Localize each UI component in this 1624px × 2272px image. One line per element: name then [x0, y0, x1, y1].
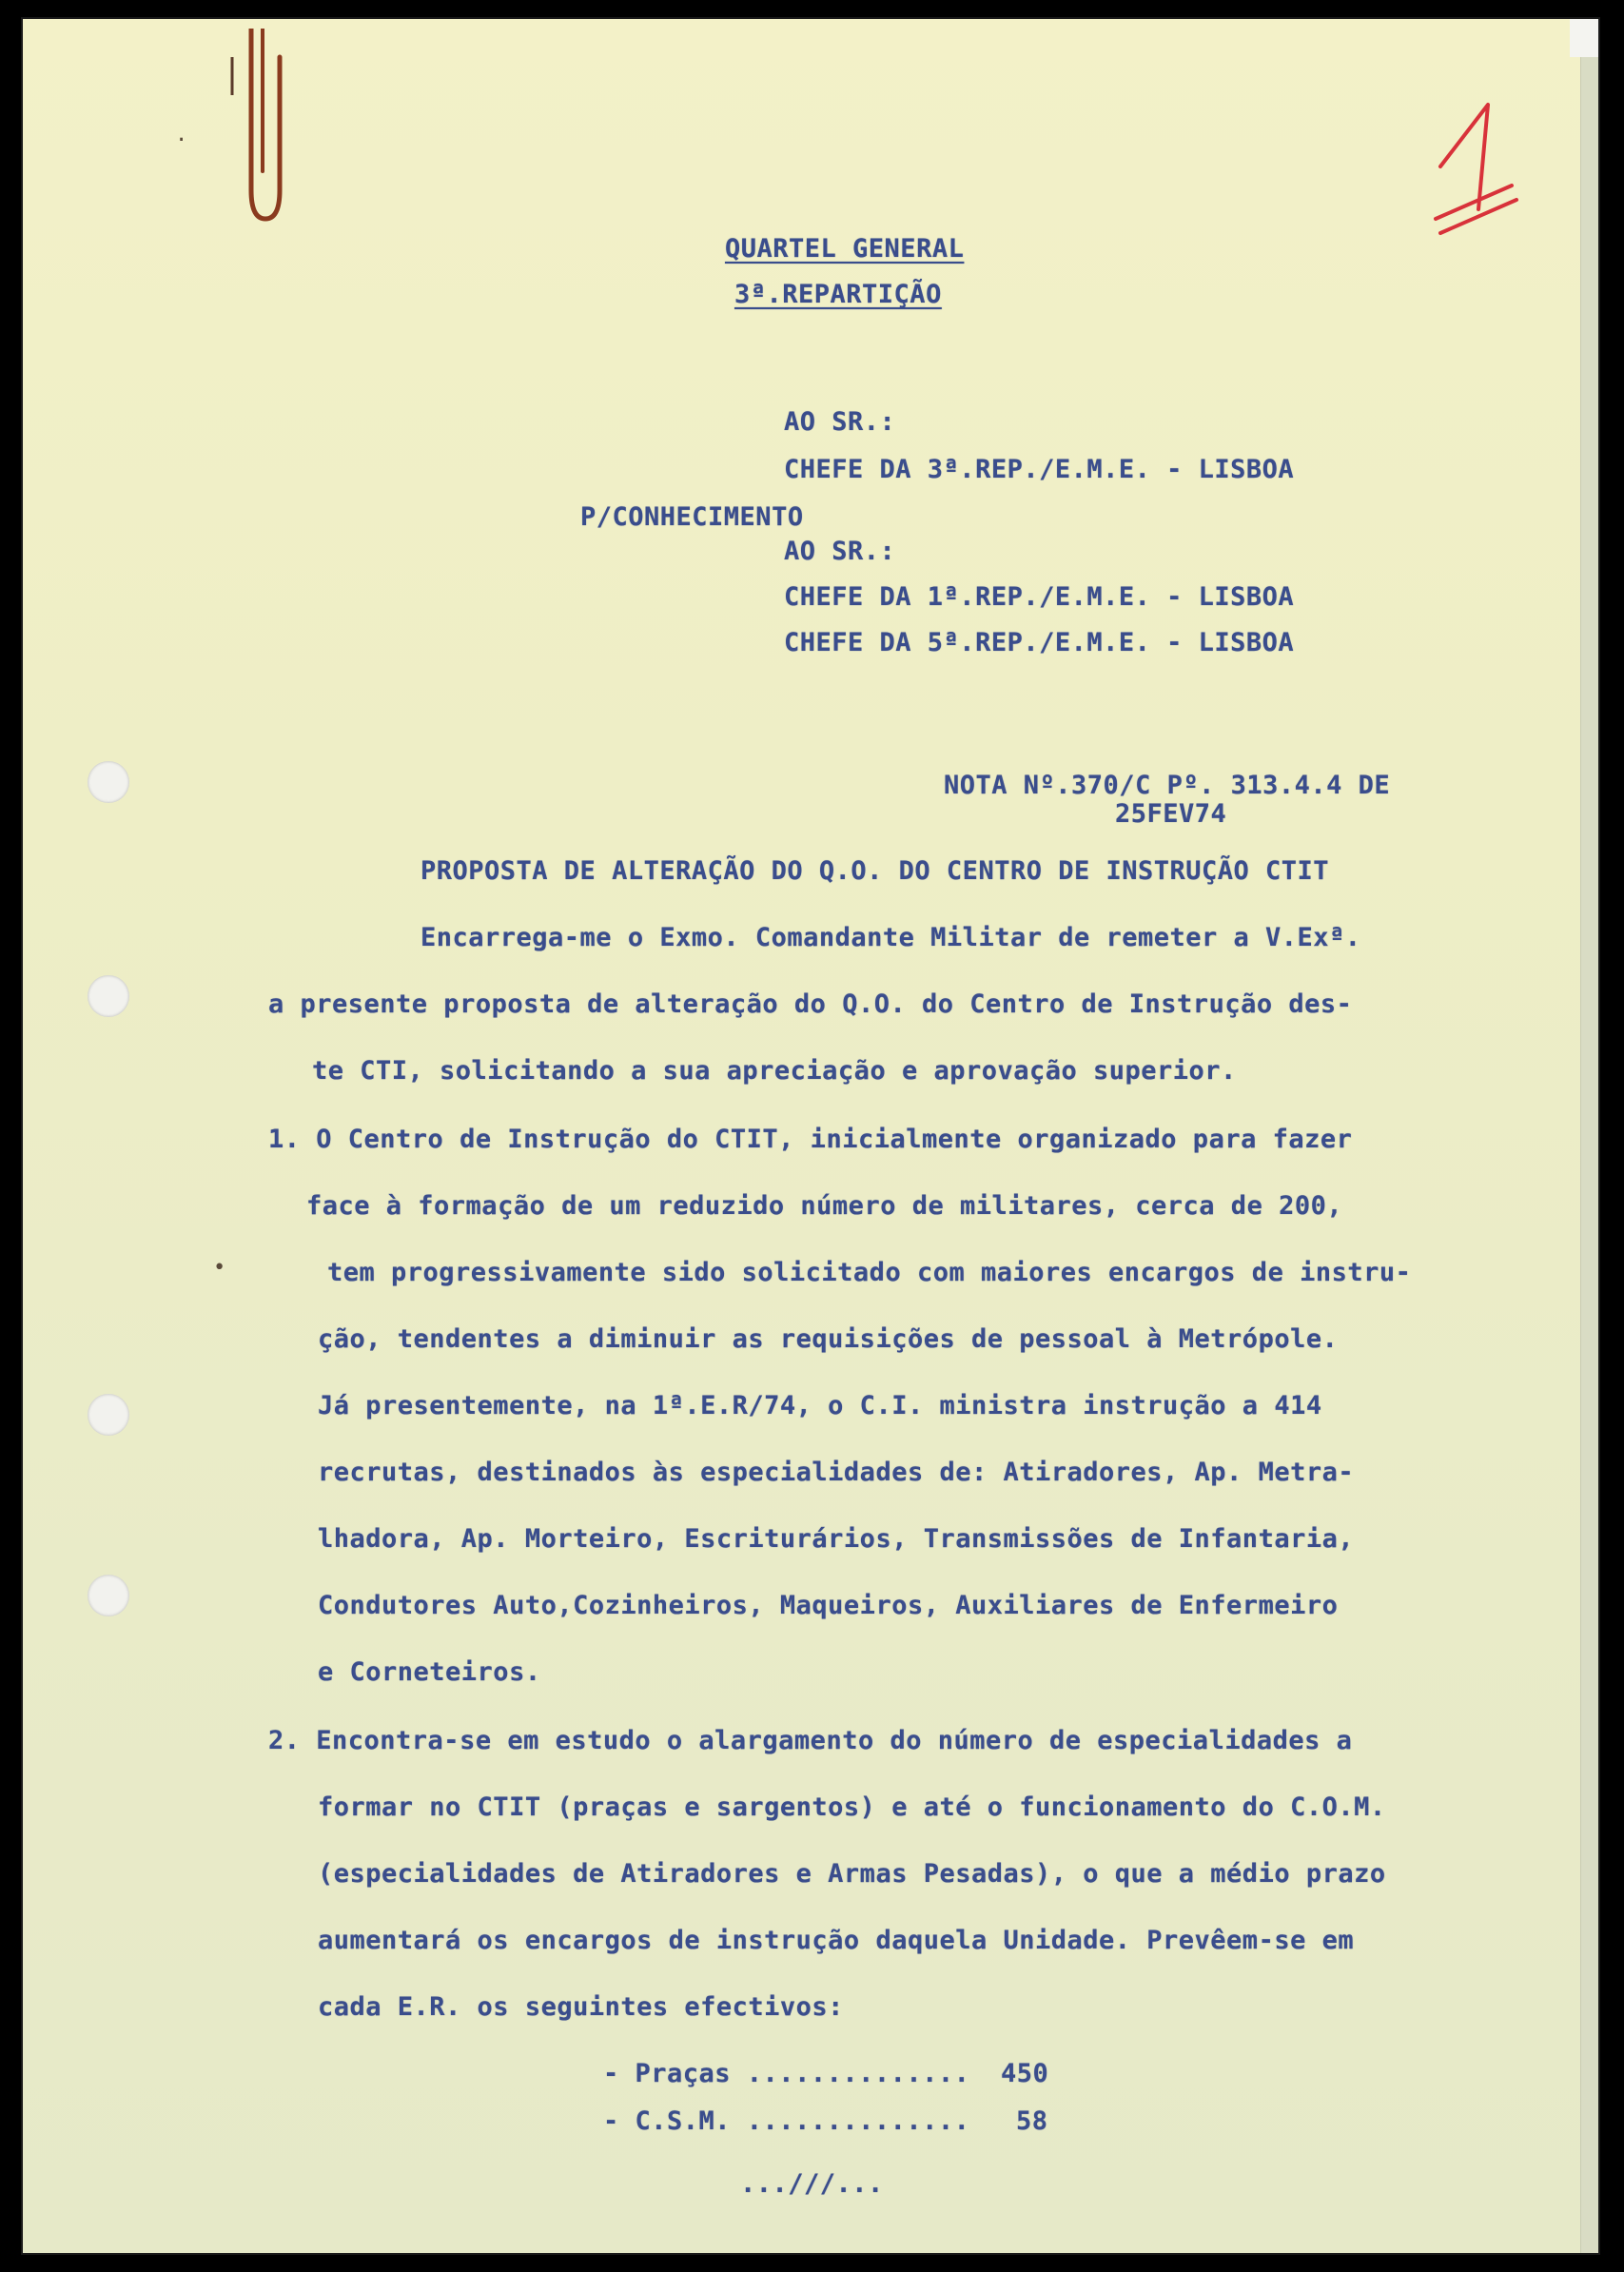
page-edge — [1580, 19, 1598, 2253]
stray-mark: · — [175, 128, 188, 152]
subject-line: PROPOSTA DE ALTERAÇÃO DO Q.O. DO CENTRO DE INSTRUÇÃO CTIT — [421, 856, 1330, 886]
punch-hole — [88, 761, 129, 803]
punch-hole — [88, 975, 129, 1017]
intro-line: Encarrega-me o Exmo. Comandante Militar de remeter a V.Exª. — [421, 923, 1361, 952]
intro-line: a presente proposta de alteração do Q.O. do Centro de Instrução des- — [268, 989, 1353, 1019]
intro-line: te CTI, solicitando a sua apreciação e aprovação superior. — [312, 1056, 1237, 1086]
item1-line: e Corneteiros. — [318, 1657, 541, 1687]
stray-mark: • — [213, 1256, 226, 1280]
effective-label: - C.S.M. .............. — [603, 2106, 970, 2136]
item1-line: Condutores Auto,Cozinheiros, Maqueiros, Auxiliares de Enfermeiro — [318, 1591, 1339, 1620]
reference-line2: 25FEV74 — [1115, 799, 1227, 829]
punch-hole — [88, 1575, 129, 1616]
item2-line: cada E.R. os seguintes efectivos: — [318, 1992, 844, 2022]
to-label: AO SR.: — [784, 407, 896, 437]
effective-value: 450 — [1001, 2059, 1049, 2088]
continuation-mark: ...///... — [740, 2169, 884, 2199]
torn-corner — [1570, 19, 1598, 57]
cc-line2: CHEFE DA 5ª.REP./E.M.E. - LISBOA — [784, 628, 1295, 657]
header-line2: 3ª.REPARTIÇÃO — [734, 280, 942, 309]
effective-value: 58 — [1016, 2106, 1048, 2136]
folio-number-mark — [1421, 95, 1526, 238]
item2-line: 2. Encontra-se em estudo o alargamento do número de especialidades a — [268, 1726, 1353, 1755]
cc-to-label: AO SR.: — [784, 537, 896, 566]
item1-line: 1. O Centro de Instrução do CTIT, inicialmente organizado para fazer — [268, 1125, 1353, 1154]
document-page — [21, 17, 1600, 2255]
item1-line: ção, tendentes a diminuir as requisições de pessoal à Metrópole. — [318, 1324, 1339, 1354]
effective-label: - Praças .............. — [603, 2059, 970, 2088]
item2-line: formar no CTIT (praças e sargentos) e até o funcionamento do C.O.M. — [318, 1792, 1386, 1822]
item2-line: aumentará os encargos de instrução daquela Unidade. Prevêem-se em — [318, 1926, 1355, 1955]
to-line: CHEFE DA 3ª.REP./E.M.E. - LISBOA — [784, 455, 1295, 484]
item1-line: recrutas, destinados às especialidades de: Atiradores, Ap. Metra- — [318, 1458, 1355, 1487]
reference-line1: NOTA Nº.370/C Pº. 313.4.4 DE — [944, 771, 1391, 800]
item1-line: face à formação de um reduzido número de militares, cerca de 200, — [306, 1191, 1343, 1221]
item1-line: lhadora, Ap. Morteiro, Escriturários, Transmissões de Infantaria, — [318, 1524, 1355, 1554]
punch-hole — [88, 1394, 129, 1436]
item1-line: Já presentemente, na 1ª.E.R/74, o C.I. ministra instrução a 414 — [318, 1391, 1322, 1420]
paper-clip-icon — [213, 29, 299, 238]
item1-line: tem progressivamente sido solicitado com maiores encargos de instru- — [327, 1258, 1412, 1287]
cc-label: P/CONHECIMENTO — [580, 502, 804, 532]
cc-line1: CHEFE DA 1ª.REP./E.M.E. - LISBOA — [784, 582, 1295, 612]
item2-line: (especialidades de Atiradores e Armas Pesadas), o que a médio prazo — [318, 1859, 1386, 1889]
header-line1: QUARTEL GENERAL — [725, 234, 965, 264]
